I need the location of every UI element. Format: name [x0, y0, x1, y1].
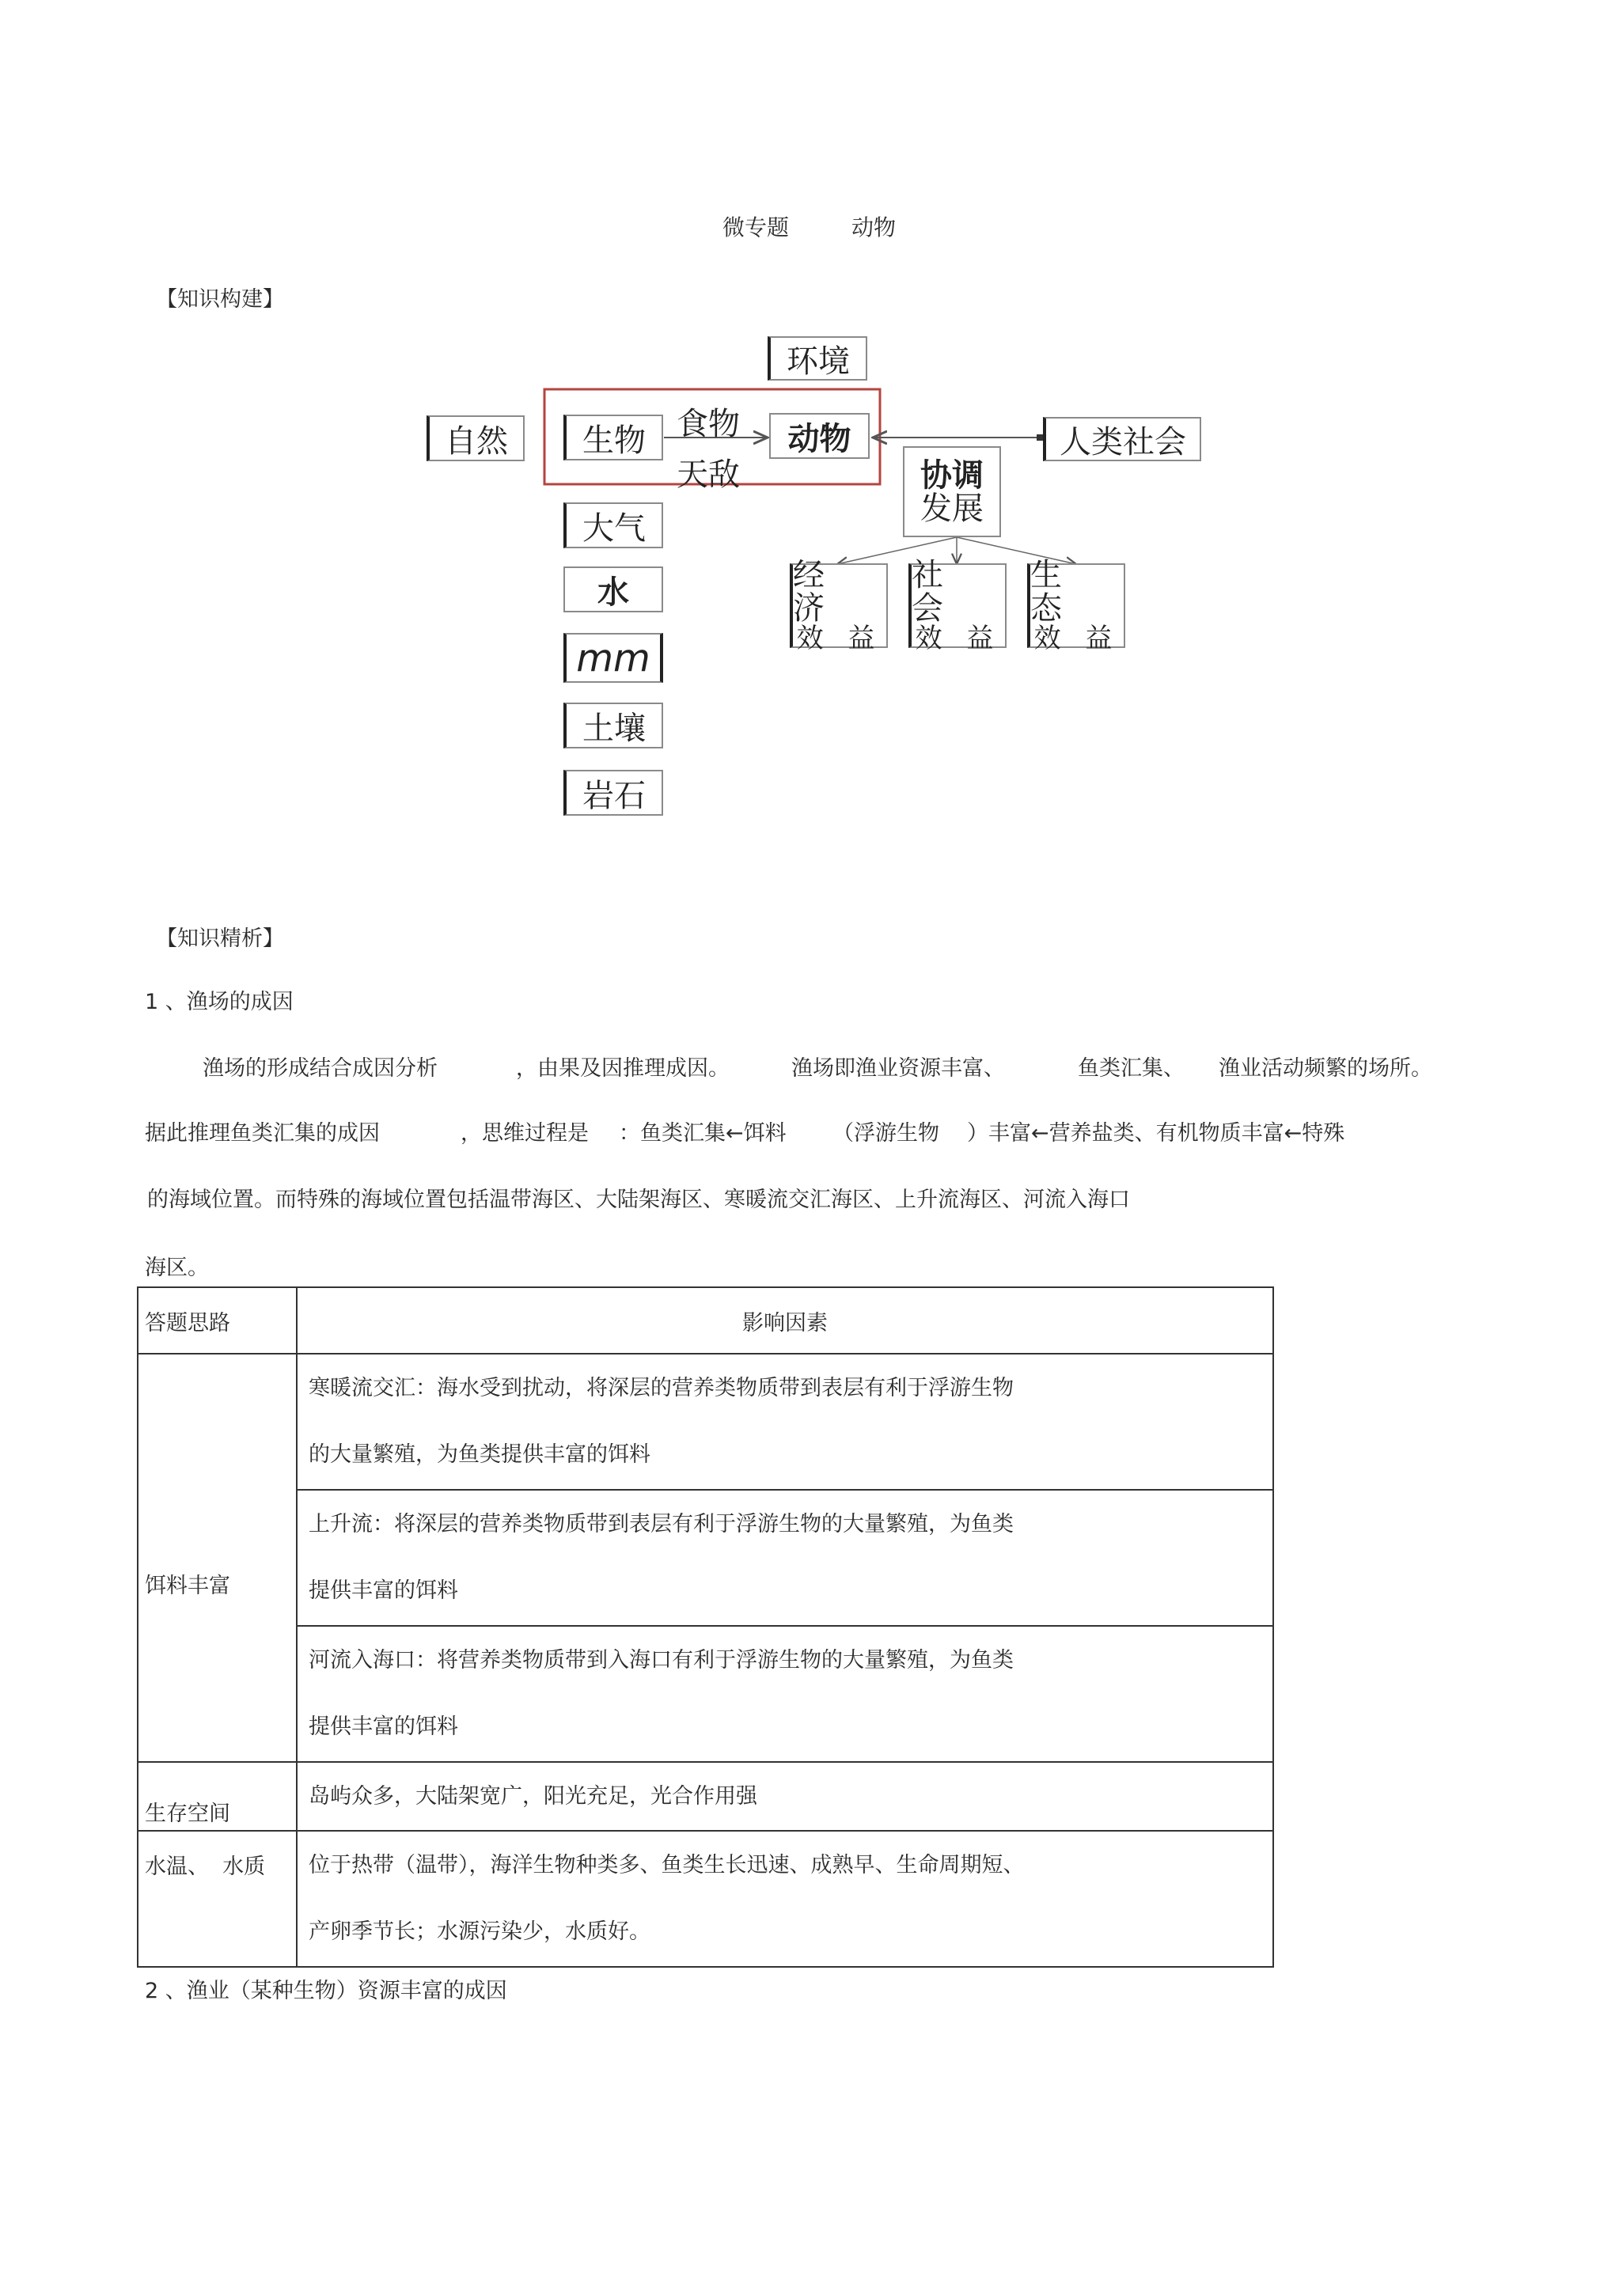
cell-line: 位于热带（温带），海洋生物种类多、鱼类生长迅速、成熟早、生命周期短、: [309, 1853, 1025, 1877]
para-2-part-c: ：鱼类汇集←饵料: [619, 1121, 787, 1146]
node-environment: 环境: [768, 336, 867, 381]
node-soil: 土壤: [563, 703, 663, 748]
table-cell-water: [297, 1831, 1273, 1967]
node-organism: 生物: [563, 415, 663, 460]
node-water: 水: [563, 566, 663, 612]
para-4: 海区。: [145, 1256, 209, 1280]
table-row: [138, 1490, 1273, 1626]
table-label-space: 生存空间: [138, 1762, 297, 1831]
node-social-benefit: [908, 556, 1007, 654]
para-1-part-c: 渔场即渔业资源丰富、: [791, 1056, 1005, 1081]
social-benefit-bottom: 效 益: [915, 622, 1002, 654]
coordination-line-2: 发展: [920, 490, 984, 527]
para-2-part-d: （浮游生物: [832, 1121, 939, 1146]
cell-line: 提供丰富的饵料: [309, 1714, 458, 1739]
para-2-part-e: ）丰富←营养盐类、有机物质丰富←特殊: [967, 1121, 1345, 1146]
social-benefit-top: 社 会: [912, 556, 951, 627]
para-2-part-a: 据此推理鱼类汇集的成因: [145, 1121, 380, 1146]
table-cell-estuary: [297, 1626, 1273, 1762]
node-coordination: [903, 446, 1001, 537]
cell-line: 河流入海口：将营养类物质带到入海口有利于浮游生物的大量繁殖，为鱼类: [309, 1648, 1014, 1673]
fishery-factors-table: [137, 1286, 1274, 1968]
label-food: 食物: [677, 406, 740, 442]
node-rock: 岩石: [563, 770, 663, 816]
para-3: 的海域位置。而特殊的海域位置包括温带海区、大陆架海区、寒暖流交汇海区、上升流海区、河流入海口: [147, 1188, 1130, 1212]
cell-line: 上升流：将深层的营养类物质带到表层有利于浮游生物的大量繁殖，为鱼类: [309, 1512, 1014, 1536]
table-row: [138, 1354, 1273, 1490]
table-header-factors: 影响因素: [297, 1287, 1273, 1354]
para-2-part-b: ，思维过程是: [461, 1121, 589, 1146]
para-1-part-a: 渔场的形成结合成因分析: [203, 1056, 438, 1081]
node-animal: 动物: [769, 413, 870, 459]
economic-benefit-top: 经 济: [793, 556, 832, 627]
node-atmosphere: 大气: [563, 502, 663, 548]
table-header-row: [138, 1287, 1273, 1354]
cell-line: 提供丰富的饵料: [309, 1578, 458, 1603]
page-title-prefix: 微专题: [722, 214, 790, 241]
section-1-heading: 1 、渔场的成因: [145, 990, 294, 1014]
ecological-benefit-bottom: 效 益: [1033, 622, 1121, 654]
table-row: [138, 1762, 1273, 1831]
table-cell-space: 岛屿众多，大陆架宽广，阳光充足，光合作用强: [297, 1762, 1273, 1831]
cell-line: 产卵季节长；水源污染少，水质好。: [309, 1919, 650, 1944]
node-mm: mm: [563, 633, 663, 683]
node-ecological-benefit: [1027, 556, 1125, 654]
table-cell-cold-warm-current: [297, 1354, 1273, 1490]
table-label-water: 水温、 水质: [138, 1831, 297, 1967]
table-cell-upwelling: [297, 1490, 1273, 1626]
node-human-society: 人类社会: [1043, 417, 1201, 461]
para-1-part-e: 渔业活动频繁的场所。: [1219, 1056, 1432, 1081]
para-1-part-b: ，由果及因推理成因。: [516, 1056, 730, 1081]
cell-line: 的大量繁殖，为鱼类提供丰富的饵料: [309, 1442, 650, 1467]
table-label-food: 饵料丰富: [138, 1354, 297, 1762]
table-row: [138, 1626, 1273, 1762]
economic-benefit-bottom: 效 益: [796, 622, 883, 654]
node-economic-benefit: [790, 556, 888, 654]
table-header-approach: 答题思路: [138, 1287, 297, 1354]
node-nature: 自然: [427, 415, 525, 461]
section-knowledge-build: 【知识构建】: [156, 287, 284, 312]
ecological-benefit-top: 生 态: [1030, 556, 1070, 627]
page-title-topic: 动物: [851, 214, 897, 241]
section-2-heading: 2 、渔业（某种生物）资源丰富的成因: [145, 1979, 507, 2003]
section-knowledge-analysis: 【知识精析】: [156, 926, 284, 951]
label-enemy: 天敌: [677, 457, 740, 493]
para-1-part-d: 鱼类汇集、: [1078, 1056, 1185, 1081]
table-row: [138, 1831, 1273, 1967]
coordination-line-1: 协调: [920, 457, 984, 494]
cell-line: 寒暖流交汇：海水受到扰动，将深层的营养类物质带到表层有利于浮游生物: [309, 1376, 1014, 1400]
